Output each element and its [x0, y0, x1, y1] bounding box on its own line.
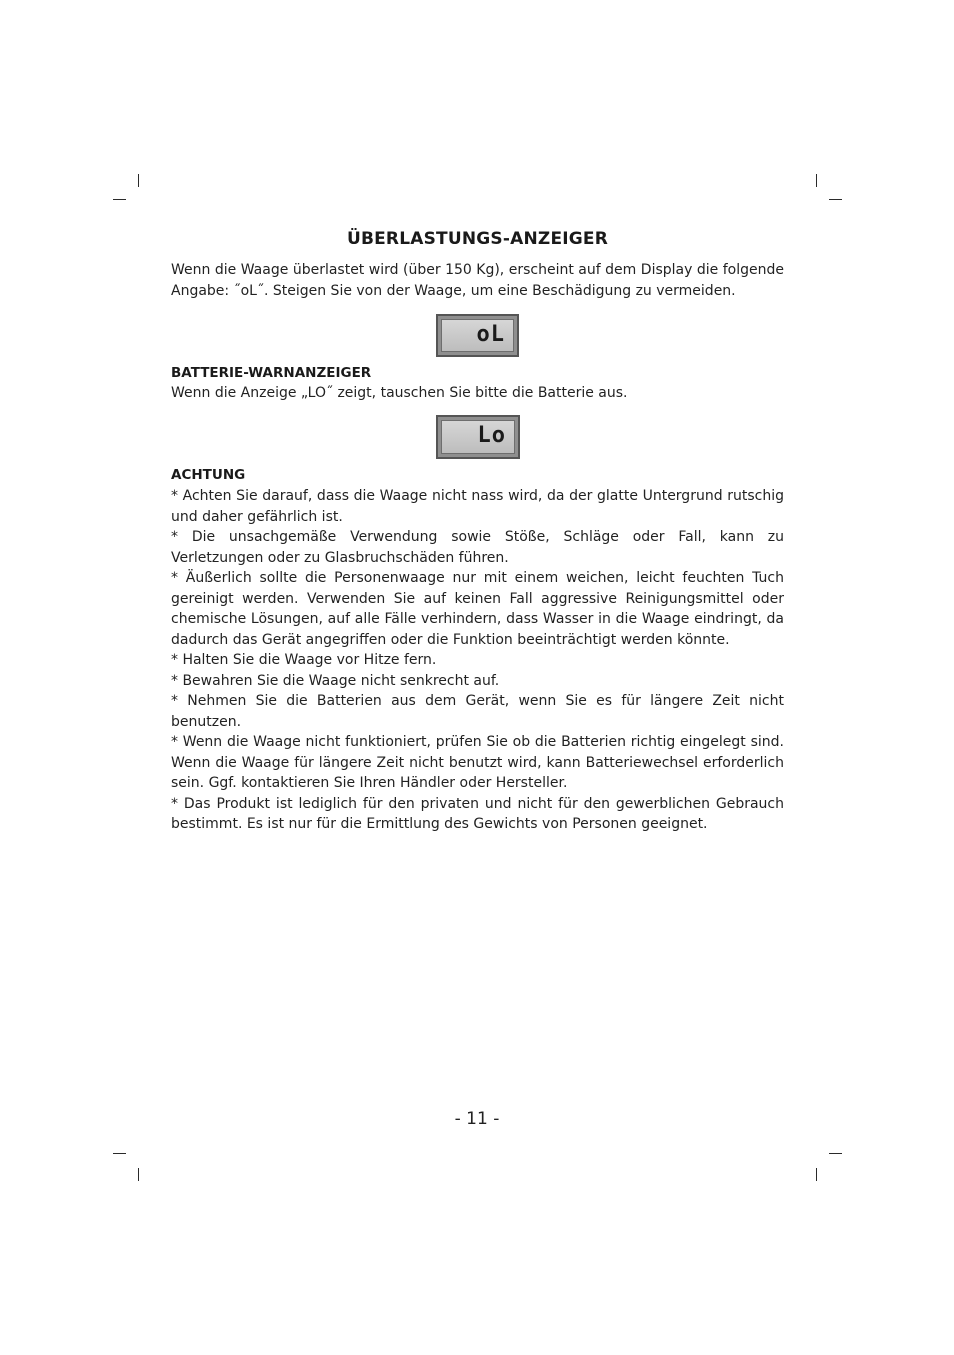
- caution-item: * Nehmen Sie die Batterien aus dem Gerät, wenn Sie es für längere Zeit nicht benutzen.: [171, 693, 784, 730]
- battery-heading: BATTERIE-WARNANZEIGER: [171, 365, 372, 381]
- caution-item: * Das Produkt ist lediglich für den privaten und nicht für den gewerblichen Gebrauch bestimmt. Es ist nur für die Ermittlung des Gewichts von Personen geeignet.: [171, 795, 784, 832]
- caution-item: * Halten Sie die Waage vor Hitze fern.: [171, 652, 437, 668]
- caution-item: * Die unsachgemäße Verwendung sowie Stöße, Schläge oder Fall, kann zu Verletzungen oder zu Glasbruchschäden führen.: [171, 529, 784, 566]
- crop-mark-top-left-horizontal: [113, 199, 126, 200]
- crop-mark-bottom-left-horizontal: [113, 1153, 126, 1154]
- caution-item: * Äußerlich sollte die Personenwaage nur mit einem weichen, leicht feuchten Tuch gereinigt werden. Verwenden Sie auf keinen Fall aggressive Reinigungsmittel oder chemische Lösungen, auf alle Fälle verhindern, dass Wasser in die Waage eindringt, da dadurch das Gerät angegriffen oder die Funktion beeinträchtigt werden könnte.: [171, 570, 784, 648]
- crop-mark-bottom-right-vertical: [816, 1168, 817, 1181]
- page-number: - 11 -: [454, 1109, 500, 1129]
- crop-mark-top-right-horizontal: [829, 199, 842, 200]
- section-title: ÜBERLASTUNGS-ANZEIGER: [346, 229, 609, 249]
- caution-heading: ACHTUNG: [171, 467, 246, 483]
- crop-mark-top-right-vertical: [816, 174, 817, 187]
- battery-display-image: [436, 415, 520, 459]
- crop-mark-bottom-right-horizontal: [829, 1153, 842, 1154]
- caution-list: [171, 486, 784, 835]
- caution-item: * Bewahren Sie die Waage nicht senkrecht auf.: [171, 672, 500, 689]
- lcd-screen: [441, 319, 514, 352]
- battery-text: Wenn die Anzeige „LO˝ zeigt, tauschen Sie bitte die Batterie aus.: [171, 385, 628, 401]
- caution-item: * Wenn die Waage nicht funktioniert, prüfen Sie ob die Batterien richtig eingelegt sind. Wenn die Waage für längere Zeit nicht benutzt wird, kann Batteriewechsel erforderlich sein. Ggf. kontaktieren Sie Ihren Händler oder Hersteller.: [171, 734, 784, 791]
- lcd-readout-lo: Lo: [477, 423, 506, 448]
- overload-display-image: [436, 314, 519, 357]
- lcd-screen: [441, 420, 515, 454]
- crop-mark-bottom-left-vertical: [138, 1168, 139, 1181]
- caution-item: * Achten Sie darauf, dass die Waage nicht nass wird, da der glatte Untergrund rutschig und daher gefährlich ist.: [171, 488, 784, 525]
- lcd-readout-ol: oL: [476, 322, 505, 347]
- crop-mark-top-left-vertical: [138, 174, 139, 187]
- overload-text: Wenn die Waage überlastet wird (über 150 Kg), erscheint auf dem Display die folgende Angabe: ˝oL˝. Steigen Sie von der Waage, um eine Beschädigung zu vermeiden.: [171, 262, 784, 299]
